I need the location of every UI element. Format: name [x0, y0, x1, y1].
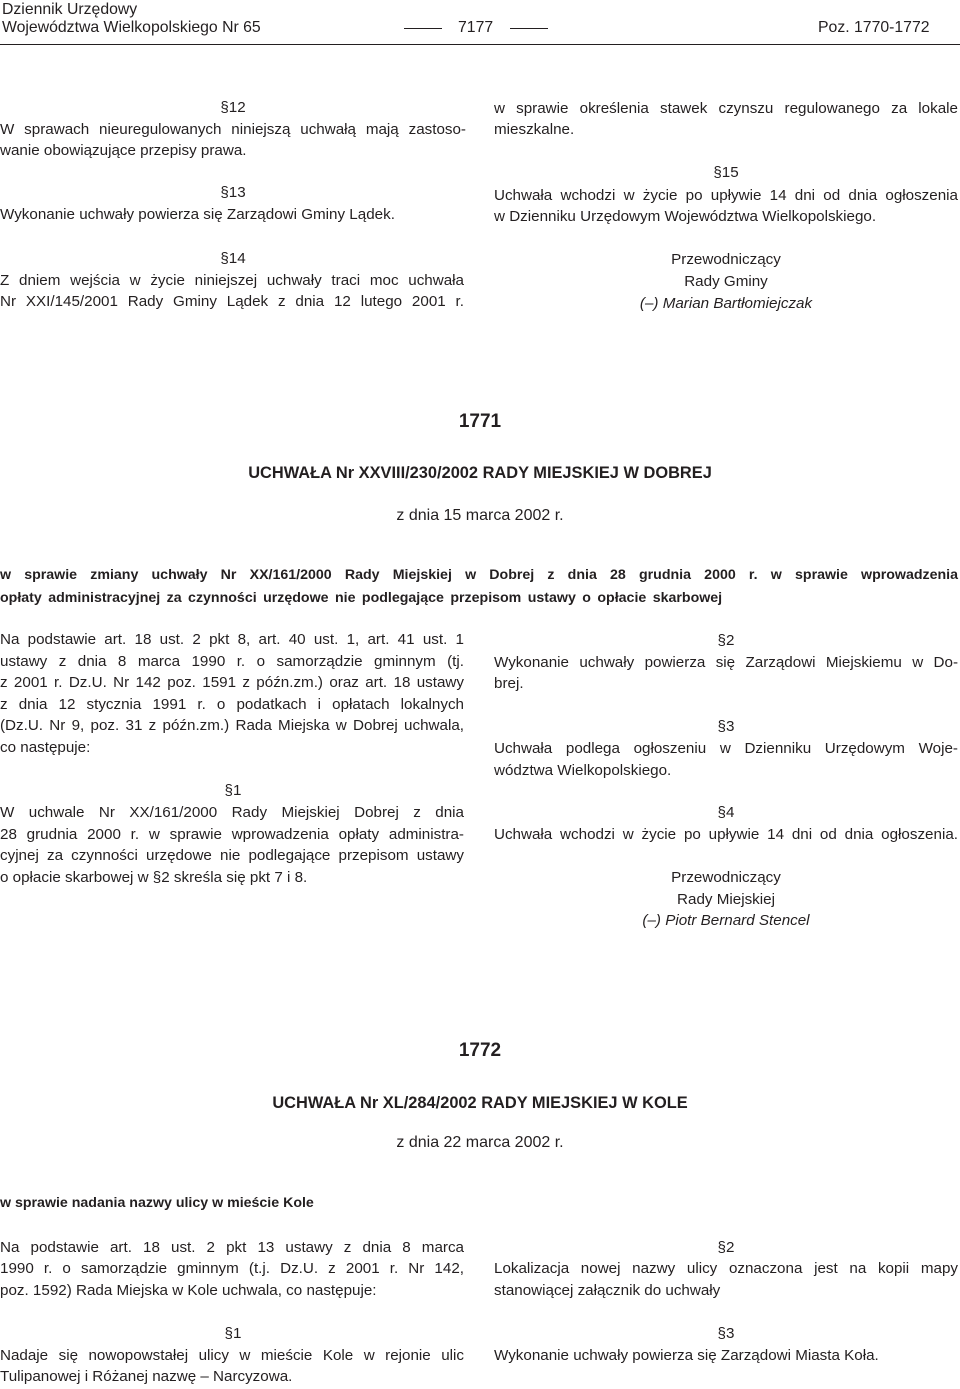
legal-basis-text: Na podstawie art. 18 ust. 2 pkt 8, art. 40 ust. 1, art. 41 ust. 1	[0, 631, 464, 648]
paragraph-text: Wykonanie uchwały powierza się Zarządowi Miasta Koła.	[494, 1347, 879, 1364]
paragraph-text: Uchwała wchodzi w życie po upływie 14 dni od dnia ogłoszenia	[494, 187, 958, 204]
paragraph-heading: §12	[220, 99, 246, 116]
paragraph-heading: §2	[717, 632, 735, 649]
legal-basis-text: ustawy z dnia 8 marca 1990 r. o samorządzie gminnym (tj.	[0, 653, 464, 670]
signature-title: Przewodniczący	[671, 251, 781, 268]
page-number-dash-left	[404, 28, 442, 29]
legal-basis-text: (Dz.U. Nr 9, poz. 31 z późn.zm.) Rada Miejska w Dobrej uchwala,	[0, 717, 464, 734]
paragraph-text: Wykonanie uchwały powierza się Zarządowi Miejskiemu w Do-	[494, 654, 958, 671]
resolution-date: z dnia 22 marca 2002 r.	[396, 1134, 564, 1151]
resolution-date: z dnia 15 marca 2002 r.	[396, 507, 564, 524]
signature-name: (–) Marian Bartłomiejczak	[639, 295, 813, 312]
paragraph-heading: §15	[713, 164, 739, 181]
paragraph-text: Lokalizacja nowej nazwy ulicy oznaczona jest na kopii mapy	[494, 1260, 958, 1277]
resolution-subject: w sprawie nadania nazwy ulicy w mieście Kole	[0, 1195, 314, 1211]
paragraph-text: 28 grudnia 2000 r. w sprawie wprowadzenia opłaty administra-	[0, 826, 464, 843]
paragraph-text: cyjnej za czynności urzędowe nie podlegające przepisom ustawy	[0, 847, 464, 864]
paragraph-heading: §14	[220, 250, 246, 267]
header-divider	[0, 44, 960, 45]
paragraph-text: wanie obowiązujące przepisy prawa.	[0, 142, 247, 159]
paragraph-text: stanowiącej załącznik do uchwały	[494, 1282, 721, 1299]
signature-title: Przewodniczący	[671, 869, 781, 886]
paragraph-text: o opłacie skarbowej w §2 skreśla się pkt 7 i 8.	[0, 869, 308, 886]
paragraph-text: w Dzienniku Urzędowym Województwa Wielkopolskiego.	[494, 208, 877, 225]
paragraph-text: W sprawach nieuregulowanych niniejszą uchwałą mają zastoso-	[0, 121, 466, 138]
legal-basis-text: co następuje:	[0, 739, 91, 756]
page-number-dash-right	[510, 28, 548, 29]
paragraph-heading: §4	[717, 804, 735, 821]
resolution-title: UCHWAŁA Nr XXVIII/230/2002 RADY MIEJSKIEJ W DOBREJ	[248, 464, 712, 482]
paragraph-text: w sprawie określenia stawek czynszu regulowanego za lokale	[494, 100, 958, 117]
paragraph-heading: §2	[717, 1239, 735, 1256]
paragraph-text: Uchwała podlega ogłoszeniu w Dzienniku Urzędowym Woje-	[494, 740, 958, 757]
paragraph-text: mieszkalne.	[494, 121, 575, 138]
signature-body: Rady Gminy	[684, 273, 768, 290]
paragraph-text: brej.	[494, 675, 524, 692]
paragraph-text: W uchwale Nr XX/161/2000 Rady Miejskiej Dobrej z dnia	[0, 804, 464, 821]
paragraph-text: Nr XXI/145/2001 Rady Gminy Lądek z dnia 12 lutego 2001 r.	[0, 293, 464, 310]
paragraph-heading: §1	[224, 1325, 242, 1342]
resolution-subject: w sprawie zmiany uchwały Nr XX/161/2000 Rady Miejskiej w Dobrej z dnia 28 grudnia 2000 r. w sprawie wprowadzenia	[0, 567, 958, 583]
paragraph-text: Wykonanie uchwały powierza się Zarządowi Gminy Lądek.	[0, 206, 395, 223]
paragraph-heading: §1	[224, 782, 242, 799]
paragraph-text: Tulipanowej i Różanej nazwę – Narcyzowa.	[0, 1368, 293, 1385]
paragraph-text: Z dniem wejścia w życie niniejszej uchwały traci moc uchwała	[0, 272, 464, 289]
legal-basis-text: Na podstawie art. 18 ust. 2 pkt 13 ustawy z dnia 8 marca	[0, 1239, 464, 1256]
resolution-title: UCHWAŁA Nr XL/284/2002 RADY MIEJSKIEJ W KOLE	[272, 1094, 688, 1112]
paragraph-text: wództwa Wielkopolskiego.	[494, 762, 672, 779]
paragraph-heading: §3	[717, 718, 735, 735]
paragraph-text: Uchwała wchodzi w życie po upływie 14 dni od dnia ogłoszenia.	[494, 826, 958, 843]
legal-basis-text: poz. 1592) Rada Miejska w Kole uchwala, co następuje:	[0, 1282, 377, 1299]
position-number: Poz. 1770-1772	[818, 19, 930, 36]
paragraph-heading: §13	[220, 184, 246, 201]
signature-body: Rady Miejskiej	[677, 891, 775, 908]
journal-subtitle: Województwa Wielkopolskiego Nr 65	[2, 19, 261, 36]
legal-basis-text: z dnia 12 stycznia 1991 r. o podatkach i opłatach lokalnych	[0, 696, 464, 713]
page-number: 7177	[458, 19, 494, 36]
journal-title: Dziennik Urzędowy	[2, 1, 138, 18]
legal-basis-text: z 2001 r. Dz.U. Nr 142 poz. 1591 z późn.zm.) oraz art. 18 ustawy	[0, 674, 464, 691]
resolution-number: 1771	[458, 411, 502, 432]
legal-basis-text: 1990 r. o samorządzie gminnym (t.j. Dz.U. z 2001 r. Nr 142,	[0, 1260, 464, 1277]
paragraph-text: Nadaje się nowopowstałej ulicy w mieście Kole w rejonie ulic	[0, 1347, 464, 1364]
resolution-number: 1772	[458, 1040, 502, 1061]
paragraph-heading: §3	[717, 1325, 735, 1342]
resolution-subject: opłaty administracyjnej za czynności urzędowe nie podlegające przepisom ustawy o opłacie skarbowej	[0, 590, 723, 606]
signature-name: (–) Piotr Bernard Stencel	[642, 912, 810, 929]
